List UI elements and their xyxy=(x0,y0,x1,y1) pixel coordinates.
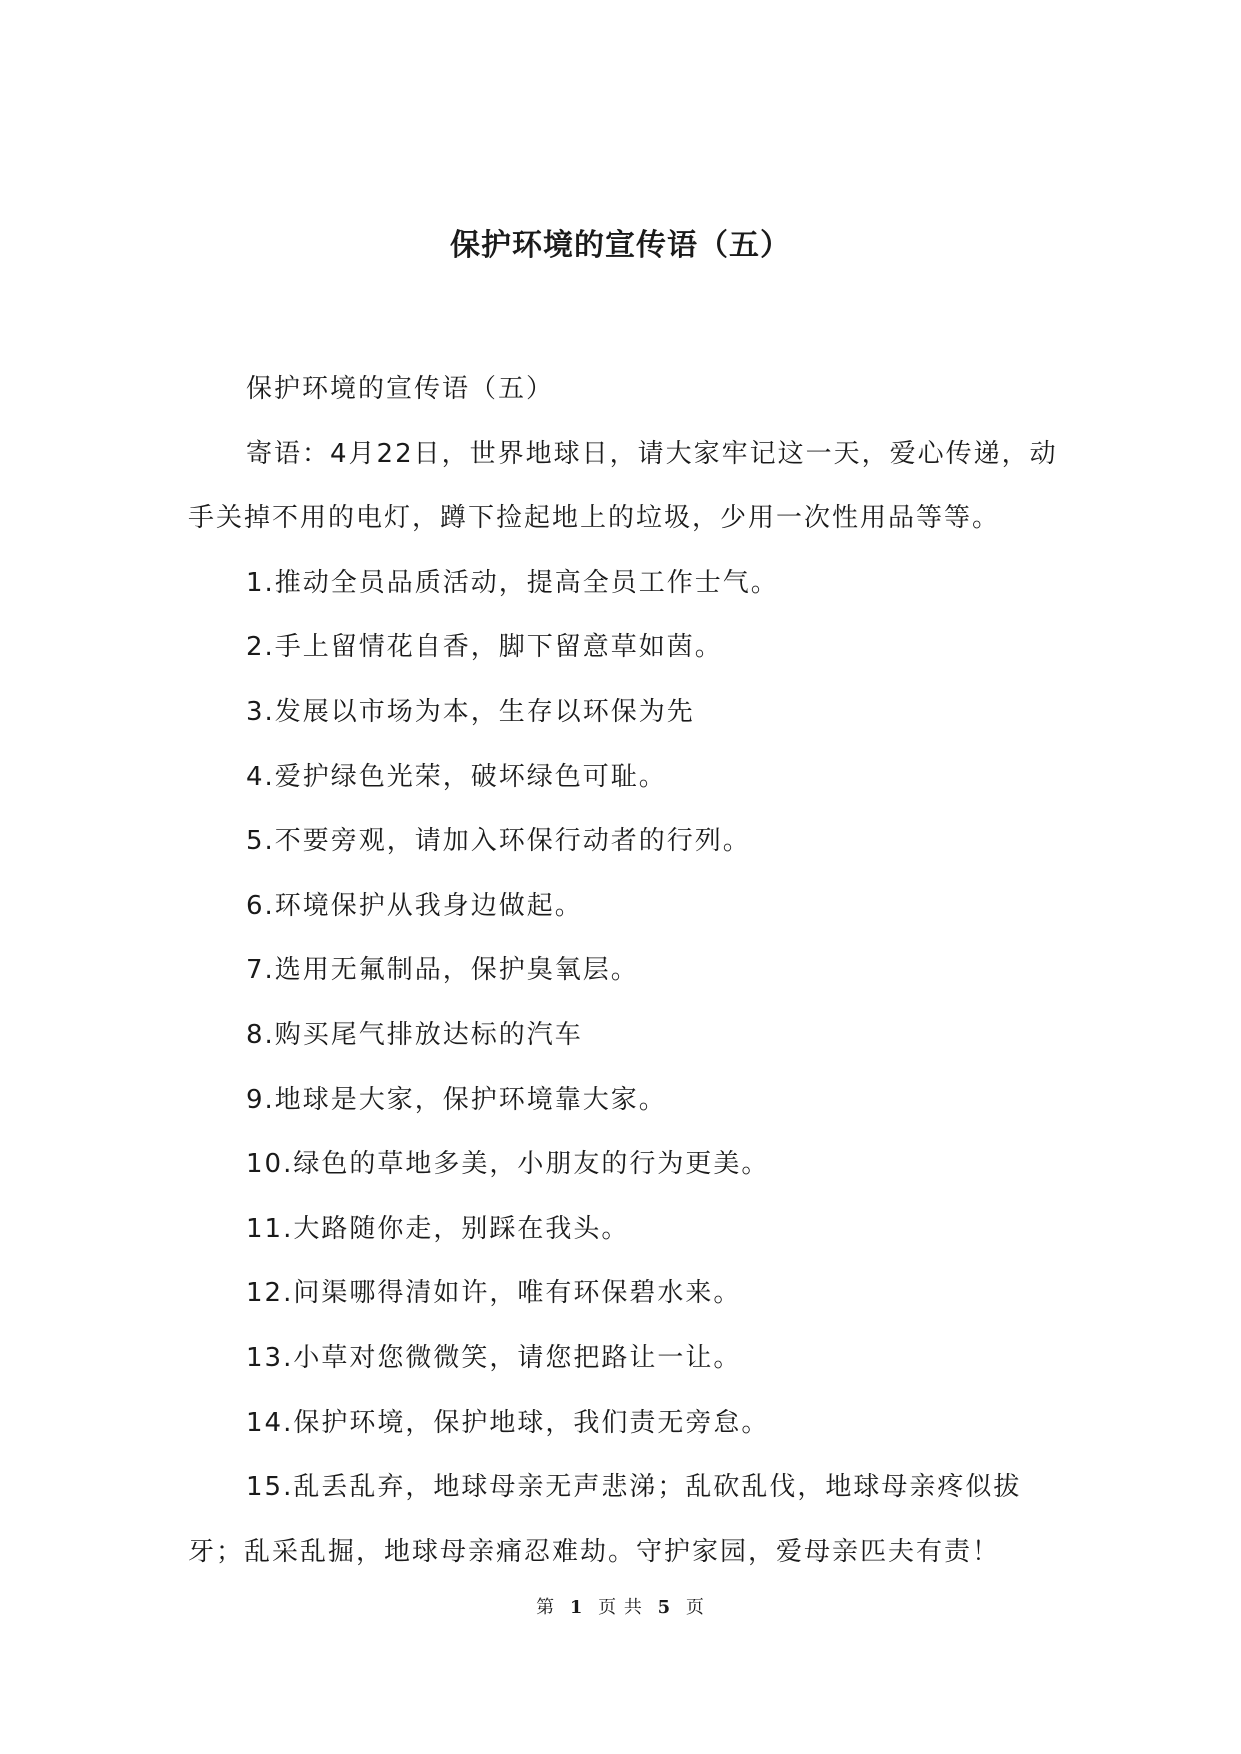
footer-page-number: 1 xyxy=(569,1597,584,1618)
slogan-item: 11.大路随你走，别踩在我头。 xyxy=(246,1213,630,1244)
page-footer xyxy=(0,1596,1241,1620)
slogan-item: 13.小草对您微微笑，请您把路让一让。 xyxy=(246,1342,742,1373)
slogan-item: 8.购买尾气排放达标的汽车 xyxy=(246,1019,583,1050)
document-body xyxy=(188,357,1068,1584)
paragraph-subtitle: 保护环境的宣传语（五） xyxy=(246,374,555,404)
document-title: 保护环境的宣传语（五） xyxy=(450,228,791,263)
slogan-item: 3.发展以市场为本，生存以环保为先 xyxy=(246,696,695,727)
slogan-item: 6.环境保护从我身边做起。 xyxy=(246,890,583,921)
paragraph-preface: 寄语：4月22日，世界地球日，请大家牢记这一天，爱心传递，动手关掉不用的电灯，蹲下捡起地上的垃圾，少用一次性用品等等。 xyxy=(188,438,1058,534)
slogan-item: 4.爱护绿色光荣，破坏绿色可耻。 xyxy=(246,761,667,792)
slogan-item: 15.乱丢乱弃，地球母亲无声悲涕；乱砍乱伐，地球母亲疼似拔牙；乱采乱掘，地球母亲痛忍难劫。守护家园，爱母亲匹夫有责！ xyxy=(188,1472,1022,1567)
slogan-item: 12.问渠哪得清如许，唯有环保碧水来。 xyxy=(246,1278,742,1309)
footer-total-pages: 5 xyxy=(657,1597,672,1618)
slogan-item: 5.不要旁观，请加入环保行动者的行列。 xyxy=(246,826,751,857)
footer-prefix: 第 xyxy=(536,1597,556,1618)
slogan-item: 7.选用无氟制品，保护臭氧层。 xyxy=(246,955,639,986)
footer-middle: 页 共 xyxy=(598,1597,643,1618)
slogan-item: 10.绿色的草地多美，小朋友的行为更美。 xyxy=(246,1149,770,1180)
slogan-item: 2.手上留情花自香，脚下留意草如茵。 xyxy=(246,632,723,663)
slogan-item: 14.保护环境，保护地球，我们责无旁怠。 xyxy=(246,1407,770,1438)
slogan-item: 9.地球是大家，保护环境靠大家。 xyxy=(246,1084,667,1115)
slogan-item: 1.推动全员品质活动，提高全员工作士气。 xyxy=(246,567,779,598)
footer-suffix: 页 xyxy=(685,1597,705,1618)
